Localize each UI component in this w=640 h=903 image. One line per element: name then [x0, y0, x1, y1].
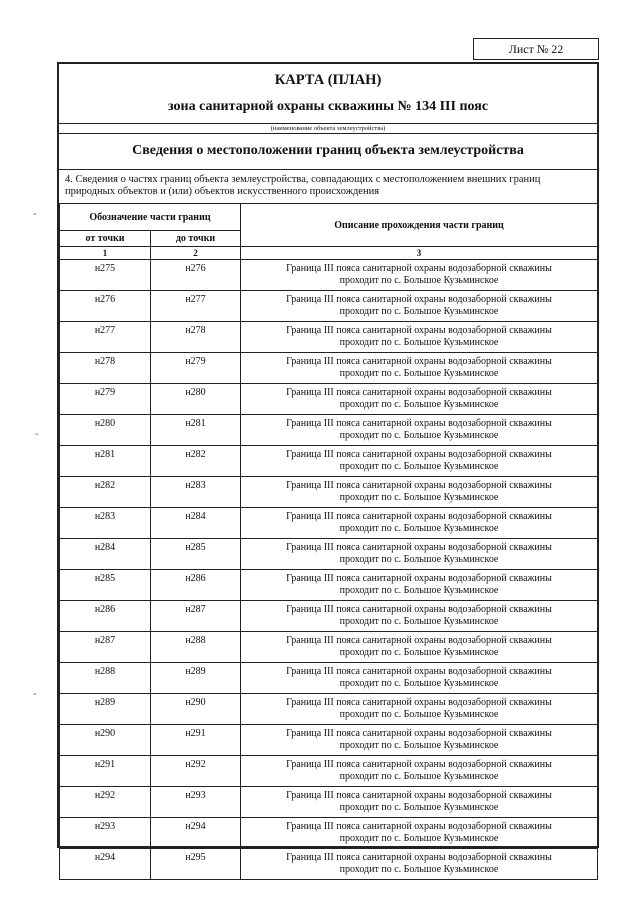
- table-row: [60, 322, 598, 353]
- from-point: н290: [60, 725, 151, 756]
- from-point: н288: [60, 663, 151, 694]
- to-header: до точки: [151, 231, 241, 247]
- to-point: н294: [151, 818, 241, 849]
- table-row: [60, 291, 598, 322]
- table-row: [60, 725, 598, 756]
- boundary-description: [241, 446, 598, 477]
- boundary-description: [241, 787, 598, 818]
- from-point: н279: [60, 384, 151, 415]
- description-line-2: проходит по с. Большое Кузьминское: [339, 275, 499, 286]
- boundary-table: [59, 203, 598, 880]
- description-line-2: проходит по с. Большое Кузьминское: [339, 864, 499, 875]
- to-point: н287: [151, 601, 241, 632]
- margin-mark: ˆ: [35, 433, 39, 444]
- description-line-2: проходит по с. Большое Кузьминское: [339, 802, 499, 813]
- description-line-1: Граница III пояса санитарной охраны водозаборной скважины: [286, 449, 552, 460]
- to-point: н280: [151, 384, 241, 415]
- boundary-description: [241, 570, 598, 601]
- description-line-2: проходит по с. Большое Кузьминское: [339, 709, 499, 720]
- table-row: [60, 539, 598, 570]
- boundary-description: [241, 415, 598, 446]
- section-note: 4. Сведения о частях границ объекта землеустройства, совпадающих с местоположением внешних границ природных объектов и (или) объектов искусственного происхождения: [65, 174, 541, 197]
- to-point: н283: [151, 477, 241, 508]
- boundary-description: [241, 632, 598, 663]
- from-point: н293: [60, 818, 151, 849]
- description-line-1: Граница III пояса санитарной охраны водозаборной скважины: [286, 573, 552, 584]
- to-point: н277: [151, 291, 241, 322]
- description-line-2: проходит по с. Большое Кузьминское: [339, 492, 499, 503]
- boundary-description: [241, 818, 598, 849]
- to-point: н288: [151, 632, 241, 663]
- description-line-2: проходит по с. Большое Кузьминское: [339, 306, 499, 317]
- table-row: [60, 446, 598, 477]
- table-row: [60, 849, 598, 880]
- from-point: н285: [60, 570, 151, 601]
- from-point: н292: [60, 787, 151, 818]
- to-point: н291: [151, 725, 241, 756]
- description-line-1: Граница III пояса санитарной охраны водозаборной скважины: [286, 325, 552, 336]
- table-row: [60, 694, 598, 725]
- from-point: н275: [60, 260, 151, 291]
- col-number: 2: [151, 247, 241, 260]
- table-row: [60, 818, 598, 849]
- from-point: н280: [60, 415, 151, 446]
- section-heading: Сведения о местоположении границ объекта землеустройства: [59, 134, 597, 170]
- table-row: [60, 632, 598, 663]
- description-line-2: проходит по с. Большое Кузьминское: [339, 771, 499, 782]
- boundary-description: [241, 291, 598, 322]
- table-row: [60, 601, 598, 632]
- description-line-2: проходит по с. Большое Кузьминское: [339, 616, 499, 627]
- description-line-1: Граница III пояса санитарной охраны водозаборной скважины: [286, 821, 552, 832]
- boundary-description: [241, 694, 598, 725]
- table-row: [60, 756, 598, 787]
- to-point: н293: [151, 787, 241, 818]
- table-row: [60, 384, 598, 415]
- from-point: н287: [60, 632, 151, 663]
- object-caption: (наименование объекта землеустройства): [59, 124, 597, 134]
- from-point: н276: [60, 291, 151, 322]
- description-line-1: Граница III пояса санитарной охраны водозаборной скважины: [286, 697, 552, 708]
- to-point: н276: [151, 260, 241, 291]
- boundary-description: [241, 508, 598, 539]
- description-line-1: Граница III пояса санитарной охраны водозаборной скважины: [286, 728, 552, 739]
- description-line-1: Граница III пояса санитарной охраны водозаборной скважины: [286, 480, 552, 491]
- desc-header: Описание прохождения части границ: [241, 204, 598, 247]
- document-subtitle: зона санитарной охраны скважины № 134 III пояс: [167, 99, 489, 114]
- title-block: [59, 64, 597, 124]
- to-point: н278: [151, 322, 241, 353]
- table-row: [60, 260, 598, 291]
- from-point: н277: [60, 322, 151, 353]
- description-line-2: проходит по с. Большое Кузьминское: [339, 399, 499, 410]
- from-point: н281: [60, 446, 151, 477]
- table-row: [60, 415, 598, 446]
- to-point: н279: [151, 353, 241, 384]
- description-line-2: проходит по с. Большое Кузьминское: [339, 678, 499, 689]
- boundary-description: [241, 477, 598, 508]
- description-line-1: Граница III пояса санитарной охраны водозаборной скважины: [286, 759, 552, 770]
- col-number: 3: [241, 247, 598, 260]
- to-point: н281: [151, 415, 241, 446]
- table-row: [60, 570, 598, 601]
- description-line-1: Граница III пояса санитарной охраны водозаборной скважины: [286, 852, 552, 863]
- boundary-description: [241, 384, 598, 415]
- description-line-2: проходит по с. Большое Кузьминское: [339, 368, 499, 379]
- description-line-1: Граница III пояса санитарной охраны водозаборной скважины: [286, 604, 552, 615]
- margin-mark: ˆ: [33, 693, 37, 704]
- table-row: [60, 663, 598, 694]
- description-line-2: проходит по с. Большое Кузьминское: [339, 337, 499, 348]
- boundary-description: [241, 725, 598, 756]
- from-point: н294: [60, 849, 151, 880]
- boundary-description: [241, 353, 598, 384]
- boundary-description: [241, 663, 598, 694]
- description-line-1: Граница III пояса санитарной охраны водозаборной скважины: [286, 418, 552, 429]
- document-frame: [57, 62, 599, 875]
- description-line-2: проходит по с. Большое Кузьминское: [339, 430, 499, 441]
- to-point: н289: [151, 663, 241, 694]
- description-line-1: Граница III пояса санитарной охраны водозаборной скважины: [286, 790, 552, 801]
- table-row: [60, 353, 598, 384]
- sheet-number: Лист № 22: [473, 38, 599, 60]
- from-point: н289: [60, 694, 151, 725]
- description-line-1: Граница III пояса санитарной охраны водозаборной скважины: [286, 511, 552, 522]
- description-line-2: проходит по с. Большое Кузьминское: [339, 585, 499, 596]
- description-line-1: Граница III пояса санитарной охраны водозаборной скважины: [286, 263, 552, 274]
- to-point: н290: [151, 694, 241, 725]
- boundary-description: [241, 756, 598, 787]
- to-point: н292: [151, 756, 241, 787]
- to-point: н282: [151, 446, 241, 477]
- table-row: [60, 477, 598, 508]
- description-line-1: Граница III пояса санитарной охраны водозаборной скважины: [286, 387, 552, 398]
- description-line-1: Граница III пояса санитарной охраны водозаборной скважины: [286, 356, 552, 367]
- description-line-2: проходит по с. Большое Кузьминское: [339, 461, 499, 472]
- document-title: КАРТА (ПЛАН): [274, 72, 382, 88]
- boundary-description: [241, 260, 598, 291]
- from-header: от точки: [60, 231, 151, 247]
- col-number: 1: [60, 247, 151, 260]
- from-point: н283: [60, 508, 151, 539]
- description-line-2: проходит по с. Большое Кузьминское: [339, 740, 499, 751]
- boundary-description: [241, 322, 598, 353]
- description-line-2: проходит по с. Большое Кузьминское: [339, 554, 499, 565]
- from-point: н284: [60, 539, 151, 570]
- description-line-1: Граница III пояса санитарной охраны водозаборной скважины: [286, 635, 552, 646]
- description-line-1: Граница III пояса санитарной охраны водозаборной скважины: [286, 294, 552, 305]
- description-line-2: проходит по с. Большое Кузьминское: [339, 523, 499, 534]
- description-line-2: проходит по с. Большое Кузьминское: [339, 833, 499, 844]
- table-row: [60, 508, 598, 539]
- description-line-1: Граница III пояса санитарной охраны водозаборной скважины: [286, 666, 552, 677]
- boundary-description: [241, 539, 598, 570]
- to-point: н295: [151, 849, 241, 880]
- boundary-description: [241, 849, 598, 880]
- to-point: н284: [151, 508, 241, 539]
- from-point: н286: [60, 601, 151, 632]
- from-point: н278: [60, 353, 151, 384]
- to-point: н285: [151, 539, 241, 570]
- group-header: Обозначение части границ: [60, 204, 241, 231]
- boundary-description: [241, 601, 598, 632]
- description-line-1: Граница III пояса санитарной охраны водозаборной скважины: [286, 542, 552, 553]
- description-line-2: проходит по с. Большое Кузьминское: [339, 647, 499, 658]
- table-row: [60, 787, 598, 818]
- from-point: н291: [60, 756, 151, 787]
- to-point: н286: [151, 570, 241, 601]
- from-point: н282: [60, 477, 151, 508]
- margin-mark: ˆ: [33, 213, 37, 224]
